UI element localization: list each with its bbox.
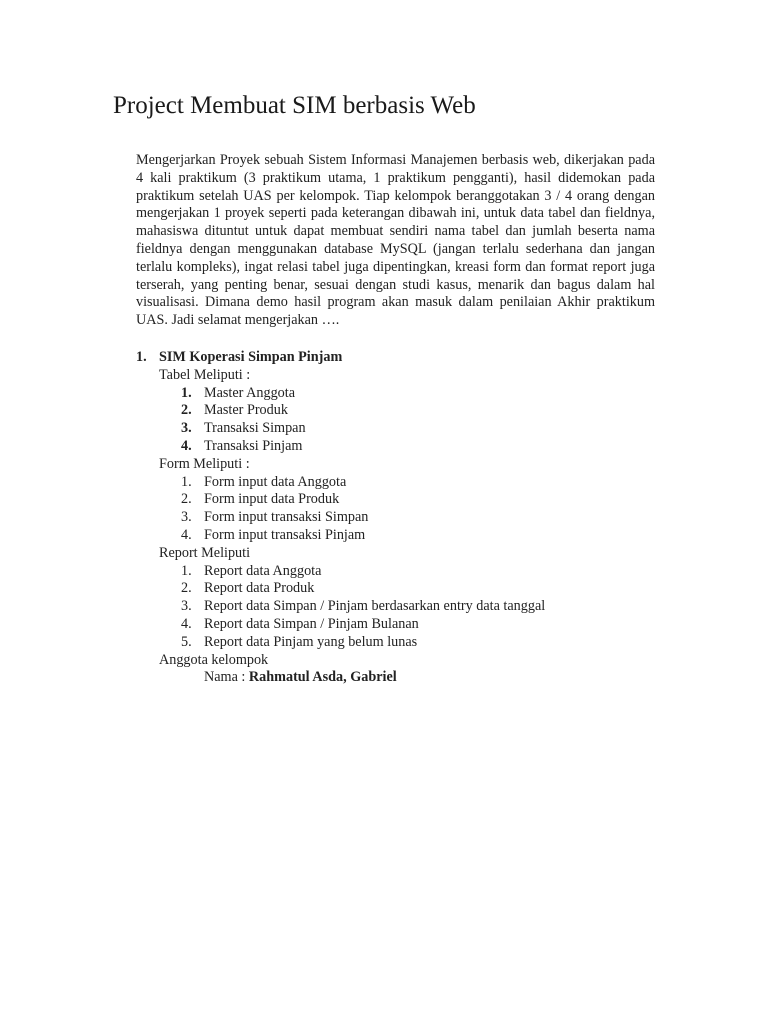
- form-item: [136, 527, 656, 545]
- form-item: [136, 474, 656, 492]
- tabel-item: [136, 420, 656, 438]
- tabel-item-number: 1.: [181, 384, 192, 401]
- form-item: [136, 491, 656, 509]
- report-item-label: Report data Anggota: [204, 562, 322, 579]
- tabel-item: [136, 385, 656, 403]
- document-title: Project Membuat SIM berbasis Web: [113, 92, 476, 119]
- tabel-item-number: 2.: [181, 402, 192, 419]
- form-item-label: Form input data Produk: [204, 491, 340, 508]
- form-item-number: 3.: [181, 509, 192, 526]
- tabel-item: [136, 402, 656, 420]
- intro-paragraph: Mengerjarkan Proyek sebuah Sistem Informasi Manajemen berbasis web, dikerjakan pada 4 kali praktikum (3 praktikum utama, 1 praktikum pengganti), hasil didemokan pada praktikum setelah UAS per kelompok. Tiap kelompok beranggotakan 3 / 4 orang dengan mengerjakan 1 proyek seperti pada keterangan dibawah ini, untuk data tabel dan fieldnya, mahasiswa dituntut untuk dapat membuat sendiri nama tabel dan jumlah beserta nama fieldnya dengan menggunakan database MySQL (jangan terlalu sederhana dan jangan terlalu kompleks), ingat relasi tabel juga dipentingkan, kreasi form dan format report juga terserah, yang penting benar, sesuai dengan studi kasus, menarik dan bagus dalam hal visualisasi. Dimana demo hasil program akan masuk dalam penilaian Akhir praktikum UAS. Jadi selamat mengerjakan ….: [136, 152, 655, 329]
- form-item-number: 2.: [181, 491, 192, 508]
- anggota-heading: Anggota kelompok: [159, 651, 269, 668]
- form-item-label: Form input transaksi Pinjam: [204, 526, 366, 543]
- report-item-label: Report data Simpan / Pinjam Bulanan: [204, 615, 419, 632]
- report-item: [136, 563, 656, 581]
- report-item-label: Report data Produk: [204, 580, 315, 597]
- tabel-heading: Tabel Meliputi :: [159, 366, 251, 383]
- anggota-nama-label: Nama :: [204, 669, 246, 686]
- report-item-number: 4.: [181, 615, 192, 632]
- report-item-number: 1.: [181, 562, 192, 579]
- tabel-item-label: Master Anggota: [204, 384, 296, 401]
- report-item: [136, 580, 656, 598]
- project-number: 1.: [136, 349, 147, 365]
- tabel-item-label: Transaksi Simpan: [204, 420, 306, 437]
- report-item-label: Report data Simpan / Pinjam berdasarkan entry data tanggal: [204, 598, 546, 615]
- form-item-label: Form input data Anggota: [204, 473, 347, 490]
- form-item-number: 1.: [181, 473, 192, 490]
- tabel-item: [136, 438, 656, 456]
- tabel-item-number: 4.: [181, 437, 192, 454]
- anggota-nama-value: Rahmatul Asda, Gabriel: [248, 669, 397, 686]
- report-item-label: Report data Pinjam yang belum lunas: [204, 633, 418, 650]
- report-item: [136, 616, 656, 634]
- project-section: [136, 349, 656, 687]
- project-heading: [136, 349, 656, 367]
- tabel-item-label: Master Produk: [204, 402, 288, 419]
- project-name: SIM Koperasi Simpan Pinjam: [159, 349, 343, 365]
- report-item-number: 2.: [181, 580, 192, 597]
- report-item: [136, 634, 656, 652]
- report-item: [136, 598, 656, 616]
- report-item-number: 3.: [181, 598, 192, 615]
- form-item-number: 4.: [181, 526, 192, 543]
- form-item: [136, 509, 656, 527]
- form-heading: Form Meliputi :: [159, 455, 250, 472]
- tabel-item-label: Transaksi Pinjam: [204, 437, 303, 454]
- anggota-nama-line: [136, 669, 656, 687]
- tabel-item-number: 3.: [181, 420, 192, 437]
- form-item-label: Form input transaksi Simpan: [204, 509, 369, 526]
- report-item-number: 5.: [181, 633, 192, 650]
- report-heading: Report Meliputi: [159, 544, 251, 561]
